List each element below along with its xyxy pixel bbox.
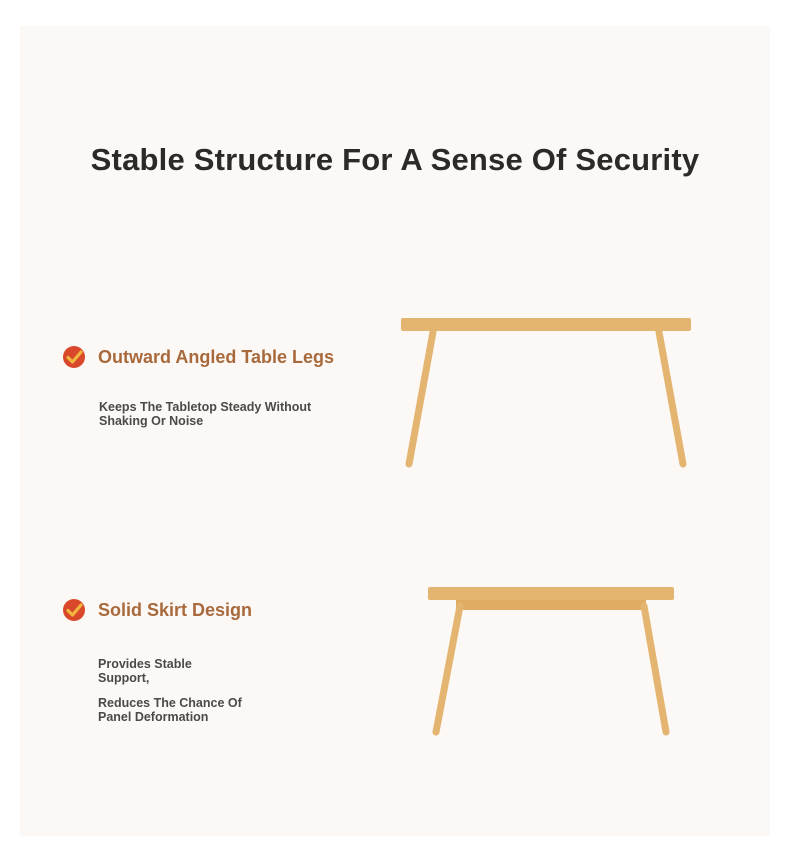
check-badge-icon bbox=[62, 345, 86, 369]
feature-description bbox=[98, 657, 242, 724]
description-line: Provides Stable bbox=[98, 657, 192, 671]
skirt-table-illustration bbox=[422, 580, 682, 740]
feature-description bbox=[99, 400, 311, 428]
description-line: Keeps The Tabletop Steady Without bbox=[99, 400, 312, 414]
tabletop bbox=[428, 587, 674, 600]
description-line: Reduces The Chance Of bbox=[98, 696, 242, 710]
feature-heading: Outward Angled Table Legs bbox=[98, 346, 335, 367]
feature-solid-skirt bbox=[62, 598, 252, 622]
table-leg bbox=[409, 332, 433, 464]
feature-heading: Solid Skirt Design bbox=[98, 599, 253, 620]
page-title: Stable Structure For A Sense Of Security bbox=[90, 142, 700, 177]
table-skirt bbox=[456, 600, 646, 610]
table-leg bbox=[644, 606, 666, 732]
description-line: Support, bbox=[98, 671, 150, 685]
table-leg bbox=[436, 606, 460, 732]
angled-legs-table-illustration bbox=[395, 312, 700, 472]
tabletop bbox=[401, 318, 691, 331]
description-line: Shaking Or Noise bbox=[99, 414, 204, 428]
table-leg bbox=[659, 332, 683, 464]
feature-outward-legs bbox=[62, 345, 334, 369]
description-line: Panel Deformation bbox=[98, 710, 209, 724]
check-badge-icon bbox=[62, 598, 86, 622]
